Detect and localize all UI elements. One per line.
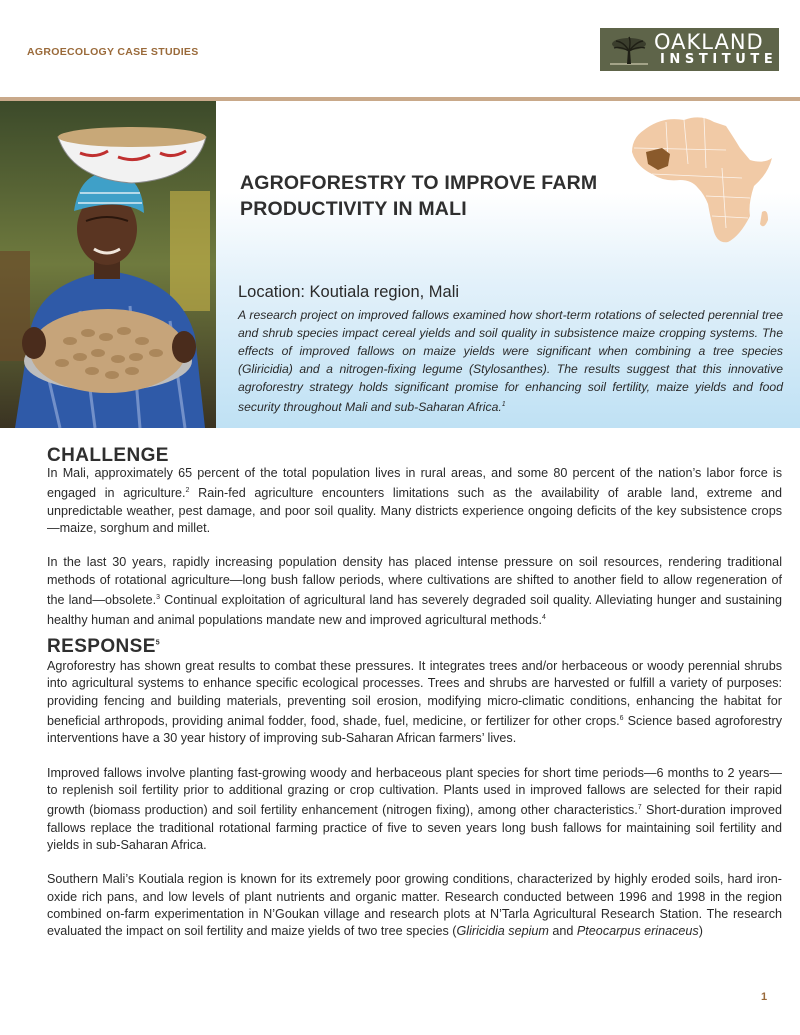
baobab-tree-icon [606,32,652,68]
footnote-ref: 2 [185,487,190,495]
text-run: Rain-fed agriculture encounters limitations such as the availability of arable land, extreme and unpredictable weather, pest damage, and poor soil quality. Many districts experience ongoing deficits of the key subsistence crops—maize, sorghum and millet. [47,486,782,536]
species-name: Pteocarpus erinaceus [576,924,699,939]
response-paragraph-3 [47,871,782,940]
logo-word-institute: INSTITUTE [660,52,778,67]
footnote-ref: 4 [541,614,546,622]
page-number: 1 [761,991,768,1003]
page-title-line-1: AGROFORESTRY TO IMPROVE FARM [240,172,598,194]
text-run: Science based agroforestry interventions have a 30 year history of improving sub-Saharan African farmers’ lives. [47,714,783,746]
africa-map-mali-highlighted [622,108,782,248]
text-run: In the last 30 years, rapidly increasing population density has placed intense pressure on soil resources, rendering traditional methods of rotational agriculture—long bush fallow periods, where cultivations are shifted to another field to allow regeneration of the land—obsolete. [47,555,782,608]
text-run: Continual exploitation of agricultural land has severely degraded soil quality. Alleviating hunger and sustaining healthy human and animal populations mandate new and improved agricultural methods. [47,593,783,628]
page-title [240,170,620,222]
text-run: Improved fallows involve planting fast-growing woody and herbaceous plant species for short time periods—6 months to 2 years—to replenish soil fertility prior to additional grazing or crop cultivation. Plants used in improved fallows are selected for their rapid growth (biomass production) and soil fertility enhancement (nitrogen fixing), among other characteristics. [47,765,782,818]
logo-word-oakland: OAKLAND [654,30,764,54]
oakland-institute-logo [600,28,779,71]
woman-holding-peanuts-image [0,101,216,428]
footnote-ref: 1 [501,401,506,408]
footnote-ref: 7 [637,804,642,812]
text-run: Southern Mali’s Koutiala region is known for its extremely poor growing conditions, characterized by highly eroded soils, hard iron-oxide rich pans, and low levels of plant nutrients and organic matter. Research conducted between 1996 and 1998 in the region combined on-farm experimentation in N’Goukan village and research plots at N’Tarla Agricultural Research Station. The research evaluated the impact on soil fertility and maize yields of two tree species ( [47,872,782,939]
footnote-ref: 6 [619,714,624,722]
page-title-line-2: PRODUCTIVITY IN MALI [240,198,467,220]
text-run: ) [698,924,703,939]
series-label: AGROECOLOGY CASE STUDIES [27,46,199,58]
response-heading [47,636,160,658]
abstract-body: A research project on improved fallows examined how short-term rotations of selected perennial tree and shrub species impact cereal yields and soil quality in subsistence maize cropping systems. The effects of improved fallows on maize yields were significant when combining a tree species (Gliricidia) and a nitrogen-fixing legume (Stylosanthes). The results suggest that this innovative agroforestry strategy holds significant promise for enhancing soil fertility, maize yields and food security throughout Mali and sub-Saharan Africa. [238,308,783,415]
challenge-heading: CHALLENGE [47,445,169,466]
farmer-photo [0,101,216,428]
text-run: Agroforestry has shown great results to combat these pressures. It integrates trees and/or herbaceous or woody perennial shrubs into agricultural systems to enhance specific ecological processes. Trees and shrubs are harvested or fulfill a variety of purposes: providing fencing and building materials, preventing soil erosion, modifying micro-climatic conditions, enhancing the habitat for beneficial arthropods, providing animal fodder, food, shade, fuel, medicine, or fertilizer for other crops. [47,659,782,729]
challenge-paragraph-2 [47,554,782,630]
response-section [47,658,782,941]
footnote-ref: 3 [156,593,161,601]
response-heading-text: RESPONSE [47,636,156,657]
species-name: Gliricidia sepium [456,924,549,939]
text-run: Short-duration improved fallows replace the traditional rotational farming practice of five to seven years long bush fallows for maintaining soil fertility and yields in sub-Saharan Africa. [47,803,782,853]
challenge-section [47,465,782,630]
text-run: In Mali, approximately 65 percent of the total population lives in rural areas, and some 80 percent of the nation’s labor force is engaged in agriculture. [47,466,782,501]
footnote-ref: 5 [155,639,161,647]
response-paragraph-1 [47,658,782,748]
challenge-paragraph-1 [47,465,782,537]
location-line: Location: Koutiala region, Mali [238,283,460,301]
abstract-text [238,306,783,416]
response-paragraph-2 [47,765,782,855]
text-run: and [548,924,577,939]
